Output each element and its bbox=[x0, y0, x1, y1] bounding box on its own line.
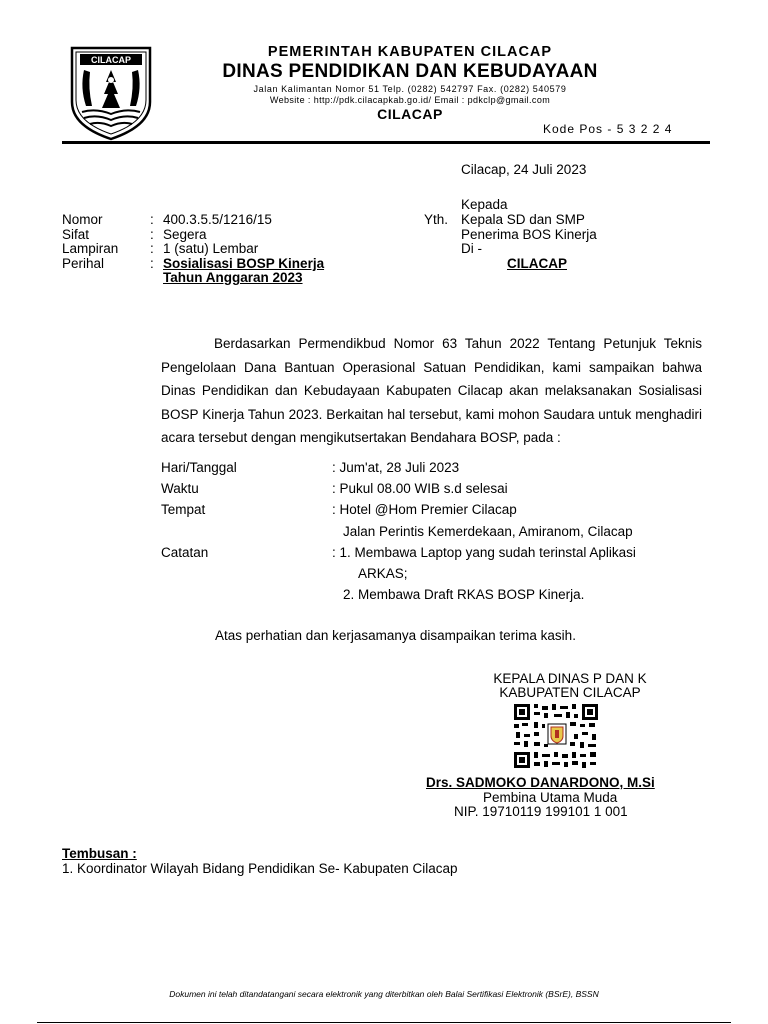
meta-label-perihal: Perihal bbox=[62, 256, 105, 271]
letterhead-rule bbox=[62, 141, 710, 144]
footer-rule bbox=[37, 1022, 731, 1023]
meta-label-lampiran: Lampiran bbox=[62, 241, 119, 256]
detail-value-waktu: : Pukul 08.00 WIB s.d selesai bbox=[332, 481, 508, 496]
meta-value-perihal-line2: Tahun Anggaran 2023 bbox=[163, 270, 303, 285]
meta-value-perihal: Sosialisasi BOSP Kinerja bbox=[163, 256, 325, 271]
recipient-kepada: Kepada bbox=[461, 197, 508, 212]
letterhead-city: CILACAP bbox=[377, 106, 443, 122]
signatory-rank: Pembina Utama Muda bbox=[483, 790, 618, 805]
meta-colon: : bbox=[150, 212, 154, 227]
meta-value-lampiran: 1 (satu) Lembar bbox=[163, 241, 259, 256]
recipient-city: CILACAP bbox=[507, 256, 567, 271]
detail-value-tempat: : Hotel @Hom Premier Cilacap bbox=[332, 502, 517, 517]
signatory-title-2: KABUPATEN CILACAP bbox=[499, 685, 641, 700]
meta-colon: : bbox=[150, 241, 154, 256]
signatory-name: Drs. SADMOKO DANARDONO, M.Si bbox=[426, 775, 655, 790]
svg-text:CILACAP: CILACAP bbox=[91, 55, 131, 65]
recipient-di: Di - bbox=[461, 241, 482, 256]
qr-code-signature bbox=[514, 704, 598, 768]
meta-label-nomor: Nomor bbox=[62, 212, 103, 227]
meta-value-nomor: 400.3.5.5/1216/15 bbox=[163, 212, 272, 227]
detail-value-hari-tanggal: : Jum'at, 28 Juli 2023 bbox=[332, 460, 460, 475]
recipient-line2: Penerima BOS Kinerja bbox=[461, 227, 597, 242]
address-line: Jalan Kalimantan Nomor 51 Telp. (0282) 542797 Fax. (0282) 540579 bbox=[253, 84, 567, 94]
meta-label-sifat: Sifat bbox=[62, 227, 90, 242]
recipient-line1: Kepala SD dan SMP bbox=[461, 212, 585, 227]
detail-label-waktu: Waktu bbox=[161, 481, 199, 496]
detail-label-catatan: Catatan bbox=[161, 545, 209, 560]
closing-sentence: Atas perhatian dan kerjasamanya disampaikan terima kasih. bbox=[215, 628, 576, 643]
meta-colon: : bbox=[150, 227, 154, 242]
detail-value-catatan-2: 2. Membawa Draft RKAS BOSP Kinerja. bbox=[343, 587, 585, 602]
meta-colon: : bbox=[150, 256, 154, 271]
postal-code: Kode Pos - 5 3 2 2 4 bbox=[543, 122, 673, 136]
signatory-nip: NIP. 19710119 199101 1 001 bbox=[454, 804, 628, 819]
detail-label-tempat: Tempat bbox=[161, 502, 206, 517]
letter-date: Cilacap, 24 Juli 2023 bbox=[461, 162, 587, 177]
website-email-line: Website : http://pdk.cilacapkab.go.id/ Email : pdkclp@gmail.com bbox=[269, 95, 551, 105]
body-paragraph: Berdasarkan Permendikbud Nomor 63 Tahun 2022 Tentang Petunjuk Teknis Pengelolaan Dana Bantuan Operasional Satuan Pendidikan, kami sampaikan bahwa Dinas Pendidikan dan Kebudayaan Kabupaten Cilacap akan melaksanakan Sosialisasi BOSP Kinerja Tahun 2023. Berkaitan hal tersebut, kami mohon Saudara untuk menghadiri acara tersebut dengan mengikutsertakan Bendahara BOSP, pada : bbox=[161, 336, 702, 446]
detail-label-hari-tanggal: Hari/Tanggal bbox=[161, 460, 237, 475]
tembusan-heading: Tembusan : bbox=[62, 846, 137, 861]
cilacap-coat-of-arms-logo bbox=[66, 44, 156, 142]
signatory-title-1: KEPALA DINAS P DAN K bbox=[493, 671, 647, 686]
department-name: DINAS PENDIDIKAN DAN KEBUDAYAAN bbox=[222, 61, 598, 82]
meta-value-sifat: Segera bbox=[163, 227, 207, 242]
detail-value-catatan-1: : 1. Membawa Laptop yang sudah terinstal Aplikasi bbox=[332, 545, 636, 560]
tembusan-item: 1. Koordinator Wilayah Bidang Pendidikan Se- Kabupaten Cilacap bbox=[62, 861, 458, 876]
agency-name: PEMERINTAH KABUPATEN CILACAP bbox=[267, 44, 553, 60]
footer-esign-note: Dokumen ini telah ditandatangani secara elektronik yang diterbitkan oleh Balai Sertifikasi Elektronik (BSrE), BSSN bbox=[169, 989, 599, 999]
recipient-yth: Yth. bbox=[424, 212, 449, 227]
detail-value-tempat-address: Jalan Perintis Kemerdekaan, Amiranom, Cilacap bbox=[343, 524, 633, 539]
detail-value-catatan-1-cont: ARKAS; bbox=[358, 566, 408, 581]
